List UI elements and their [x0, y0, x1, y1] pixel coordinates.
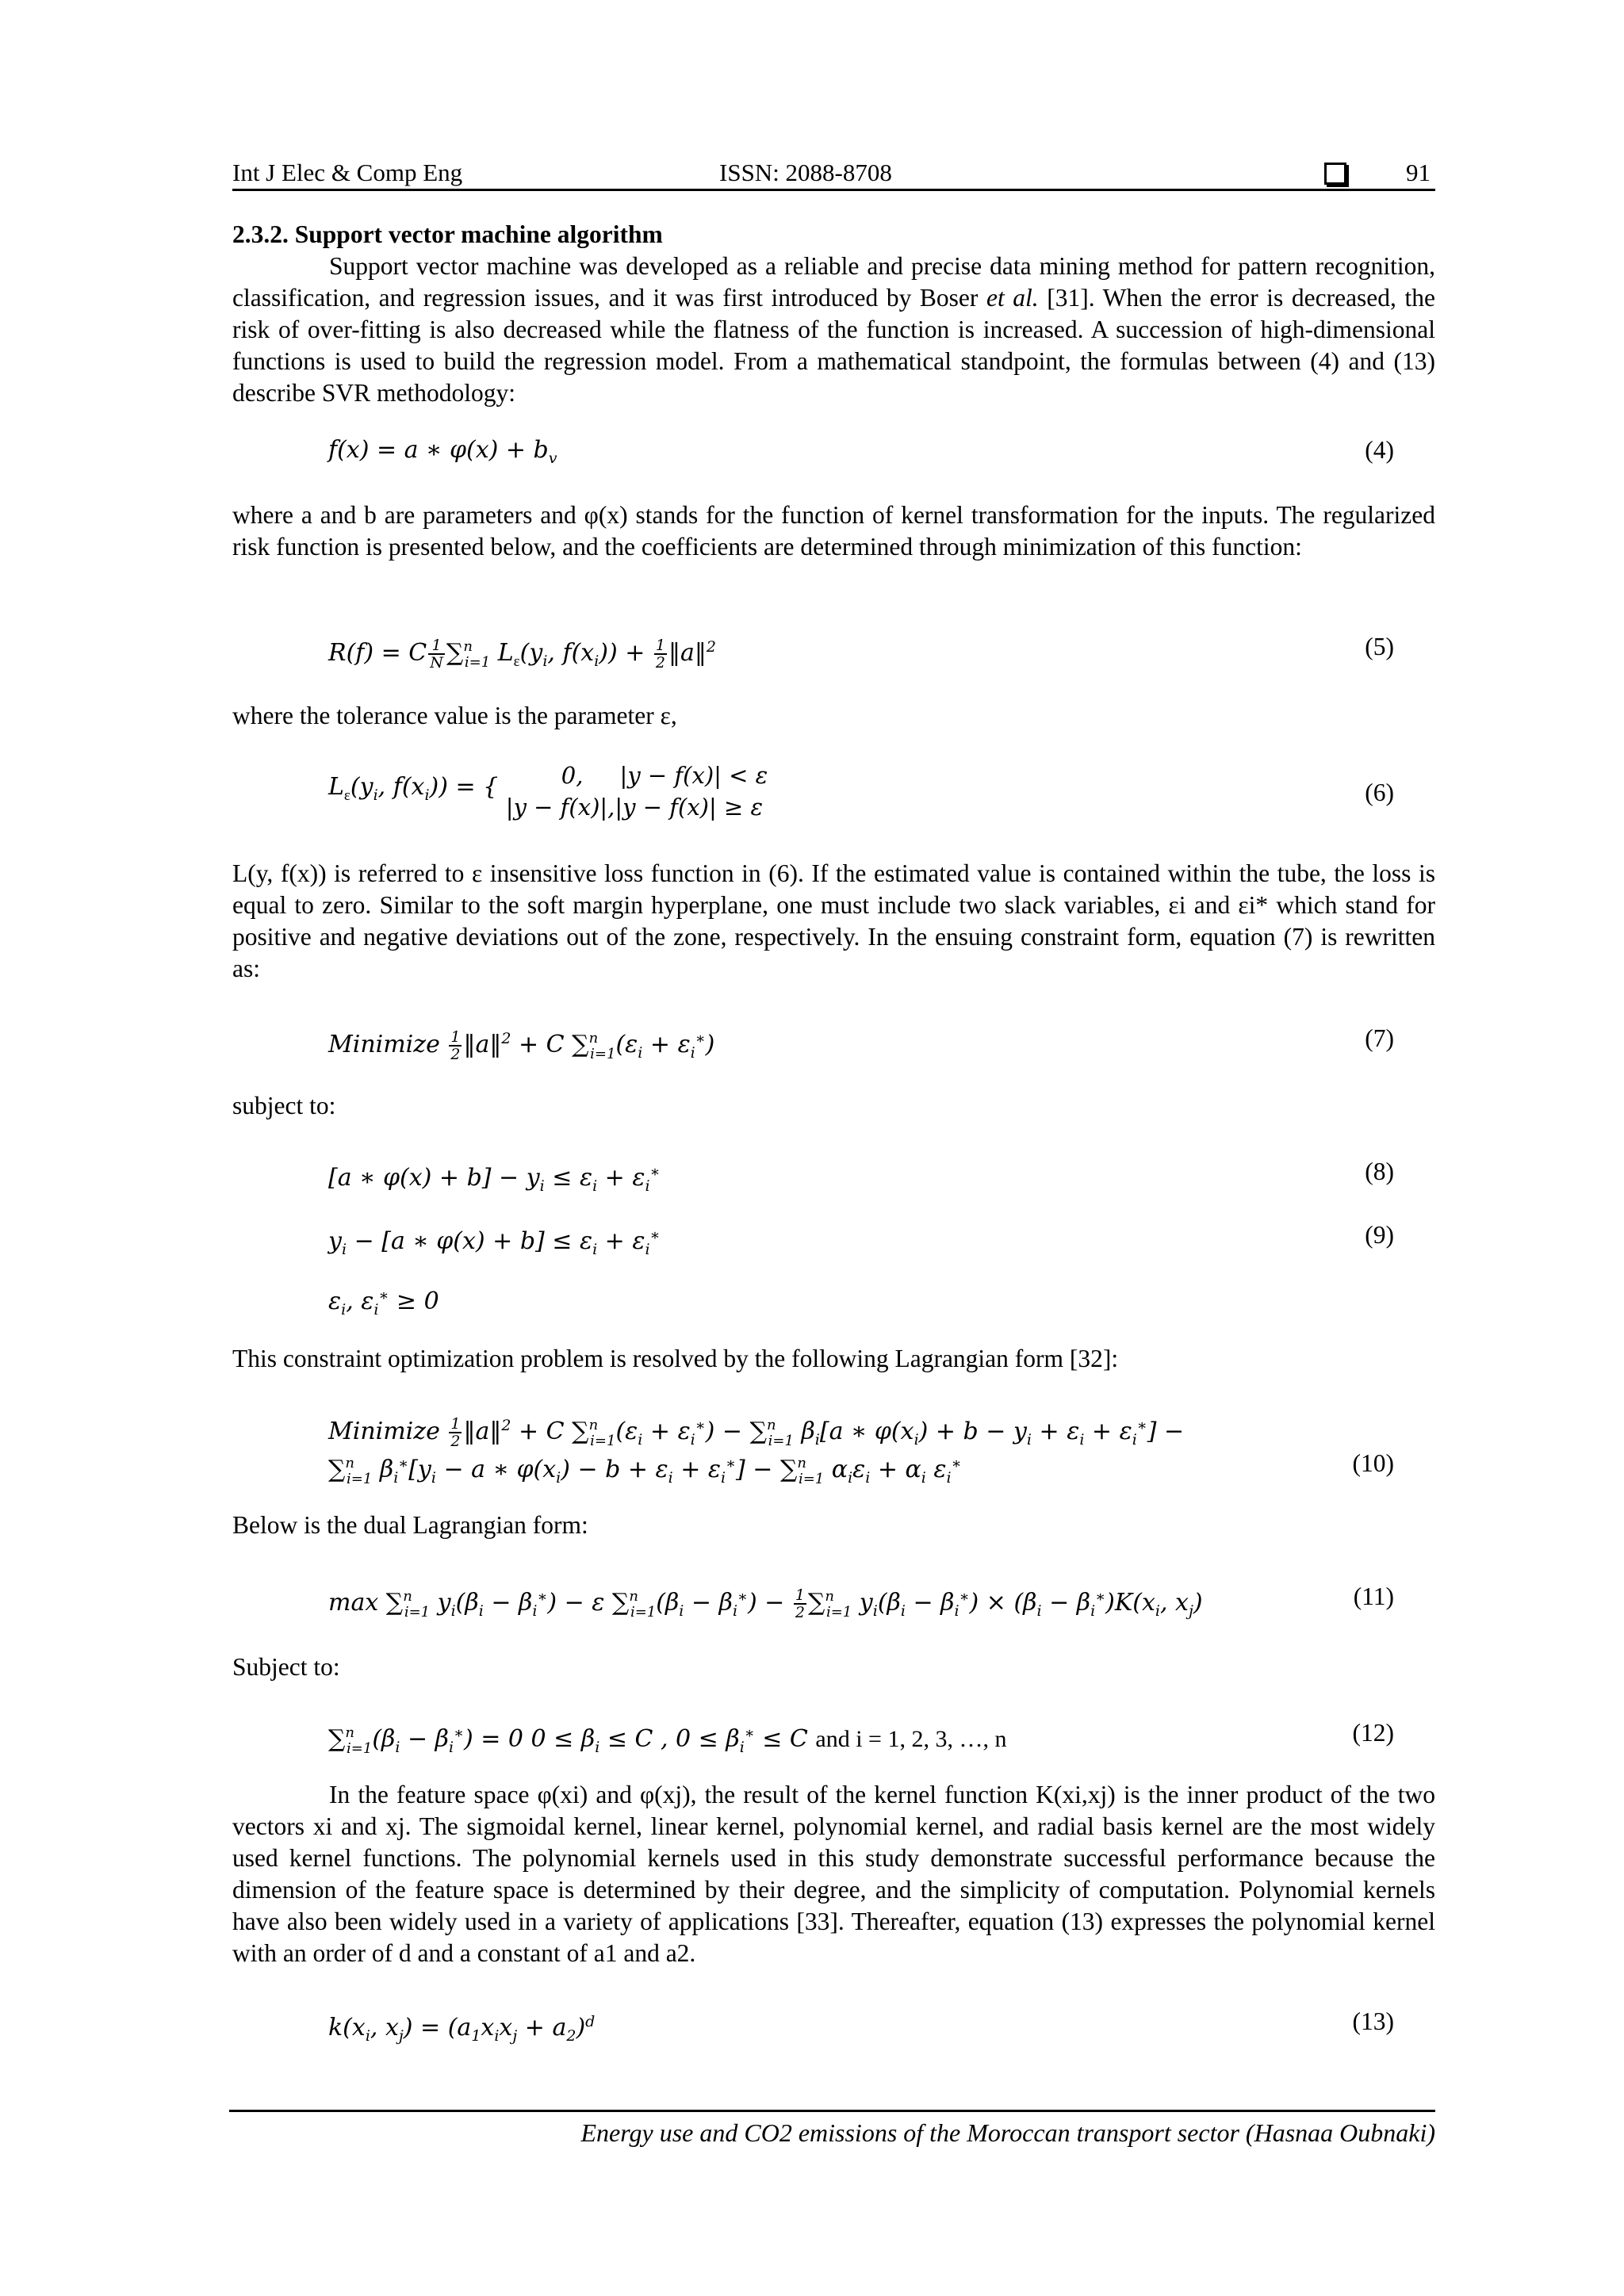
paragraph-kernel: where a and b are parameters and φ(x) stands for the function of kernel transformation for the inputs. The regularized risk function is presented below, and the coefficients are determined through minimization of this function:: [232, 501, 1435, 561]
equation-7: Minimize $\frac{1}{2}$ ‖a‖$^2$ + C $\sum^n_{i=1}(\varepsilon_i + \varepsilon_i^∗)$: [328, 1028, 715, 1063]
intro-text-a: Support vector machine was developed as a reliable and precise data mining method for pattern recognition, classification, and regression issues, and it was first introduced by Boser: [232, 252, 1435, 312]
equation-5: R(f) = C $\frac{1}{N}$ ∑$^n_{i=1}$ $L_\varepsilon(y_i$, $f(x_i)$) + $\frac{1}{2}$ ‖a‖$^2$: [328, 637, 716, 672]
page-header: [232, 155, 1435, 190]
intro-etal: et al.: [986, 284, 1039, 312]
equation-8-number: (8): [1365, 1158, 1394, 1185]
equation-12-number: (12): [1352, 1719, 1394, 1747]
running-title: Energy use and CO2 emissions of the Moroccan transport sector (Hasnaa Oubnaki): [580, 2118, 1435, 2147]
intro-text-b: [31]. When the error is decreased, the risk of over-fitting is also decreased while the flatness of the function is increased. A succession of high-dimensional functions is used to build the regression model. From a mathematical standpoint, the formulas between (4) and (13) describe SVR methodology:: [232, 284, 1435, 407]
equation-11: max ∑$^n_{i=1}$ $y_i(\beta_i - \beta_i^∗) - \varepsilon$ $\sum^n_{i=1}(\beta_i - \beta_i^∗)$ − $\frac{1}{2}$ ∑$^n_{i=1}$ $y_i(\beta_i - \beta_i^∗) \times (\beta_i - \beta_i^∗)K(x_i$, $x_j$): [328, 1586, 1203, 1621]
paragraph-tolerance: where the tolerance value is the parameter ε,: [232, 702, 677, 729]
paragraph-lagrangian: This constraint optimization problem is resolved by the following Lagrangian form [32]:: [232, 1345, 1119, 1372]
paragraph-subject-to: subject to:: [232, 1092, 336, 1119]
equation-10-line2: ∑$^n_{i=1}$ $\beta_i^∗[y_i - a$ ∗ $\varphi(x_i) - b + \varepsilon_i + \varepsilon_i^∗] - \sum^n_{i=1}$ $\alpha_i\varepsilon_i + \alpha_i$ $\varepsilon_i^∗$: [328, 1455, 962, 1487]
equation-nonnegativity: $\varepsilon_i$, $\varepsilon_i^∗ \ge 0$: [328, 1287, 439, 1318]
paragraph-intro: [232, 251, 1435, 409]
equation-6-number: (6): [1365, 779, 1394, 806]
equation-12-text: and i = 1, 2, 3, …, n: [815, 1726, 1007, 1752]
section-heading: 2.3.2. Support vector machine algorithm: [232, 220, 663, 248]
equation-9: $y_i - [a$ ∗ $\varphi(x) + b] \le \varepsilon_i + \varepsilon_i^∗$: [328, 1226, 661, 1258]
paragraph-subject-to-2: Subject to:: [232, 1653, 340, 1681]
equation-4: f(x) = a ∗ $\varphi(x) + b_v$: [328, 436, 557, 467]
square-icon: [1324, 163, 1346, 185]
equation-12: $\sum^n_{i=1}(\beta_i - \beta_i^∗) = 0$ $0 \le \beta_i \le C$ , $0 \le \beta_i^∗ \le C$ and i = 1, 2, 3, …, n: [328, 1724, 1007, 1757]
equation-13-number: (13): [1352, 2007, 1394, 2035]
journal-name: Int J Elec & Comp Eng: [232, 159, 463, 186]
footer-rule: [229, 2110, 1435, 2112]
equation-9-number: (9): [1365, 1221, 1394, 1249]
header-rule: [232, 189, 1435, 191]
paragraph-dual: Below is the dual Lagrangian form:: [232, 1511, 588, 1539]
equation-7-number: (7): [1365, 1024, 1394, 1052]
equation-13: $k(x_i$, $x_j) = (a_1x_ix_j + a_2)^d$: [328, 2013, 596, 2045]
page-number: 91: [1406, 159, 1431, 186]
equation-11-number: (11): [1353, 1582, 1394, 1610]
paragraph-kernels: In the feature space φ(xi) and φ(xj), the result of the kernel function K(xi,xj) is the inner product of the two vectors xi and xj. The sigmoidal kernel, linear kernel, polynomial kernel, and radial basis kernel are the most widely used kernel functions. The polynomial kernels used in this study demonstrate successful performance because the dimension of the feature space is determined by their degree, and the simplicity of computation. Polynomial kernels have also been widely used in a variety of applications [33]. Thereafter, equation (13) expresses the polynomial kernel with an order of d and a constant of a1 and a2.: [232, 1781, 1435, 1967]
equation-4-number: (4): [1365, 436, 1394, 464]
issn: ISSN: 2088-8708: [719, 159, 892, 186]
paragraph-loss: L(y, f(x)) is referred to ε insensitive loss function in (6). If the estimated value is contained within the tube, the loss is equal to zero. Similar to the soft margin hyperplane, one must include two slack variables, εi and εi* which stand for positive and negative deviations out of the zone, respectively. In the ensuing constraint form, equation (7) is rewritten as:: [232, 859, 1435, 982]
equation-5-number: (5): [1365, 633, 1394, 660]
equation-10-line1: Minimize $\frac{1}{2}$ ‖a‖$^2$ + C $\sum^n_{i=1}(\varepsilon_i + \varepsilon_i^∗) - \sum^n_{i=1}$ $\beta_i[a$ ∗ $\varphi(x_i) + b - y_i + \varepsilon_i + \varepsilon_i^∗$] −: [328, 1415, 1185, 1450]
equation-6: $L_\varepsilon(y_i$, $f(x_i)$) = { 0, |y − f(x)| < ε |y − f(x)|,|y − f(x)| ≥ ε: [328, 762, 768, 821]
equation-10-number: (10): [1352, 1449, 1394, 1477]
equation-8: [a ∗ $\varphi(x) + b] - y_i \le \varepsilon_i + \varepsilon_i^∗$: [328, 1163, 661, 1195]
